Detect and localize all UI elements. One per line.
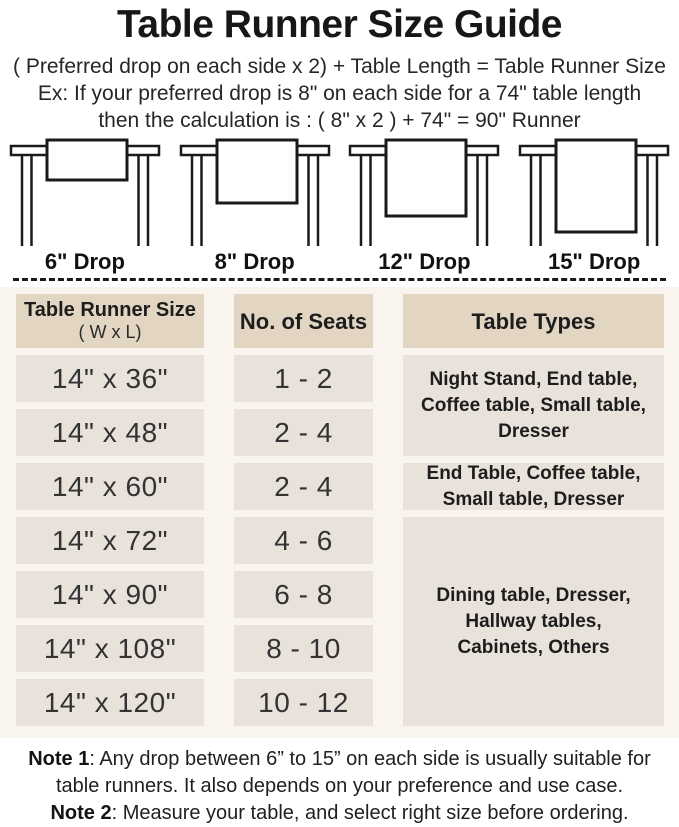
note-1-label: Note 1 [28,748,90,770]
seats-cell: 2 - 4 [234,409,373,456]
size-table [0,287,679,738]
runner-cloth [386,140,466,216]
runner-size-cell: 14" x 60" [16,463,204,510]
header-no-of-seats [234,294,373,348]
example-line-2: then the calculation is : ( 8" x 2 ) + 74" = 90" Runner [98,109,581,132]
seats-cell: 1 - 2 [234,355,373,402]
table-types-cell: Night Stand, End table, Coffee table, Small table, Dresser [403,355,664,456]
runner-size-cell: 14" x 120" [16,679,204,726]
drop-label: 8" Drop [214,249,295,274]
header-runner-size-sub: ( W x L) [78,322,142,342]
table-illustration [1,138,169,248]
drop-illustrations [0,138,679,275]
header-table-types-label: Table Types [471,308,596,334]
note-2-text: : Measure your table, and select right size before ordering. [111,802,629,824]
drop-illustration-6 [0,138,170,275]
drop-illustration-15 [509,138,679,275]
example-line-1: Ex: If your preferred drop is 8" on each side for a 74" table length [37,82,642,105]
runner-size-cell: 14" x 48" [16,409,204,456]
table-types-cell: End Table, Coffee table, Small table, Dresser [403,463,664,510]
table-illustration [171,138,339,248]
header-no-of-seats-label: No. of Seats [239,308,368,334]
formula-text: ( Preferred drop on each side x 2) + Table Length = Table Runner Size [13,55,666,78]
seats-cell: 8 - 10 [234,625,373,672]
runner-cloth [556,140,636,232]
table-illustration [510,138,678,248]
note-2-label: Note 2 [50,802,112,824]
runner-size-cell: 14" x 72" [16,517,204,564]
table-illustration [340,138,508,248]
seats-cell: 2 - 4 [234,463,373,510]
runner-size-cell: 14" x 108" [16,625,204,672]
runner-cloth [217,140,297,203]
drop-illustration-8 [170,138,340,275]
note-1 [4,746,675,800]
runner-size-cell: 14" x 36" [16,355,204,402]
note-2 [4,800,675,827]
notes [0,746,679,827]
dashed-divider [13,278,666,281]
runner-size-cell: 14" x 90" [16,571,204,618]
table-types-cell: Dining table, Dresser, Hallway tables, Cabinets, Others [403,517,664,726]
runner-cloth [47,140,127,180]
header-runner-size [16,294,204,348]
drop-label: 6" Drop [44,249,125,274]
drop-label: 15" Drop [547,249,641,274]
header-table-types [403,294,664,348]
drop-label: 12" Drop [378,249,471,274]
page-title: Table Runner Size Guide [116,3,563,46]
seats-cell: 4 - 6 [234,517,373,564]
drop-illustration-12 [340,138,510,275]
note-1-text: : Any drop between 6” to 15” on each side is usually suitable for table runners. It also depends on your preference and use case. [55,748,651,797]
seats-cell: 10 - 12 [234,679,373,726]
header-runner-size-label: Table Runner Size [24,299,196,321]
size-table-grid [16,294,666,726]
seats-cell: 6 - 8 [234,571,373,618]
